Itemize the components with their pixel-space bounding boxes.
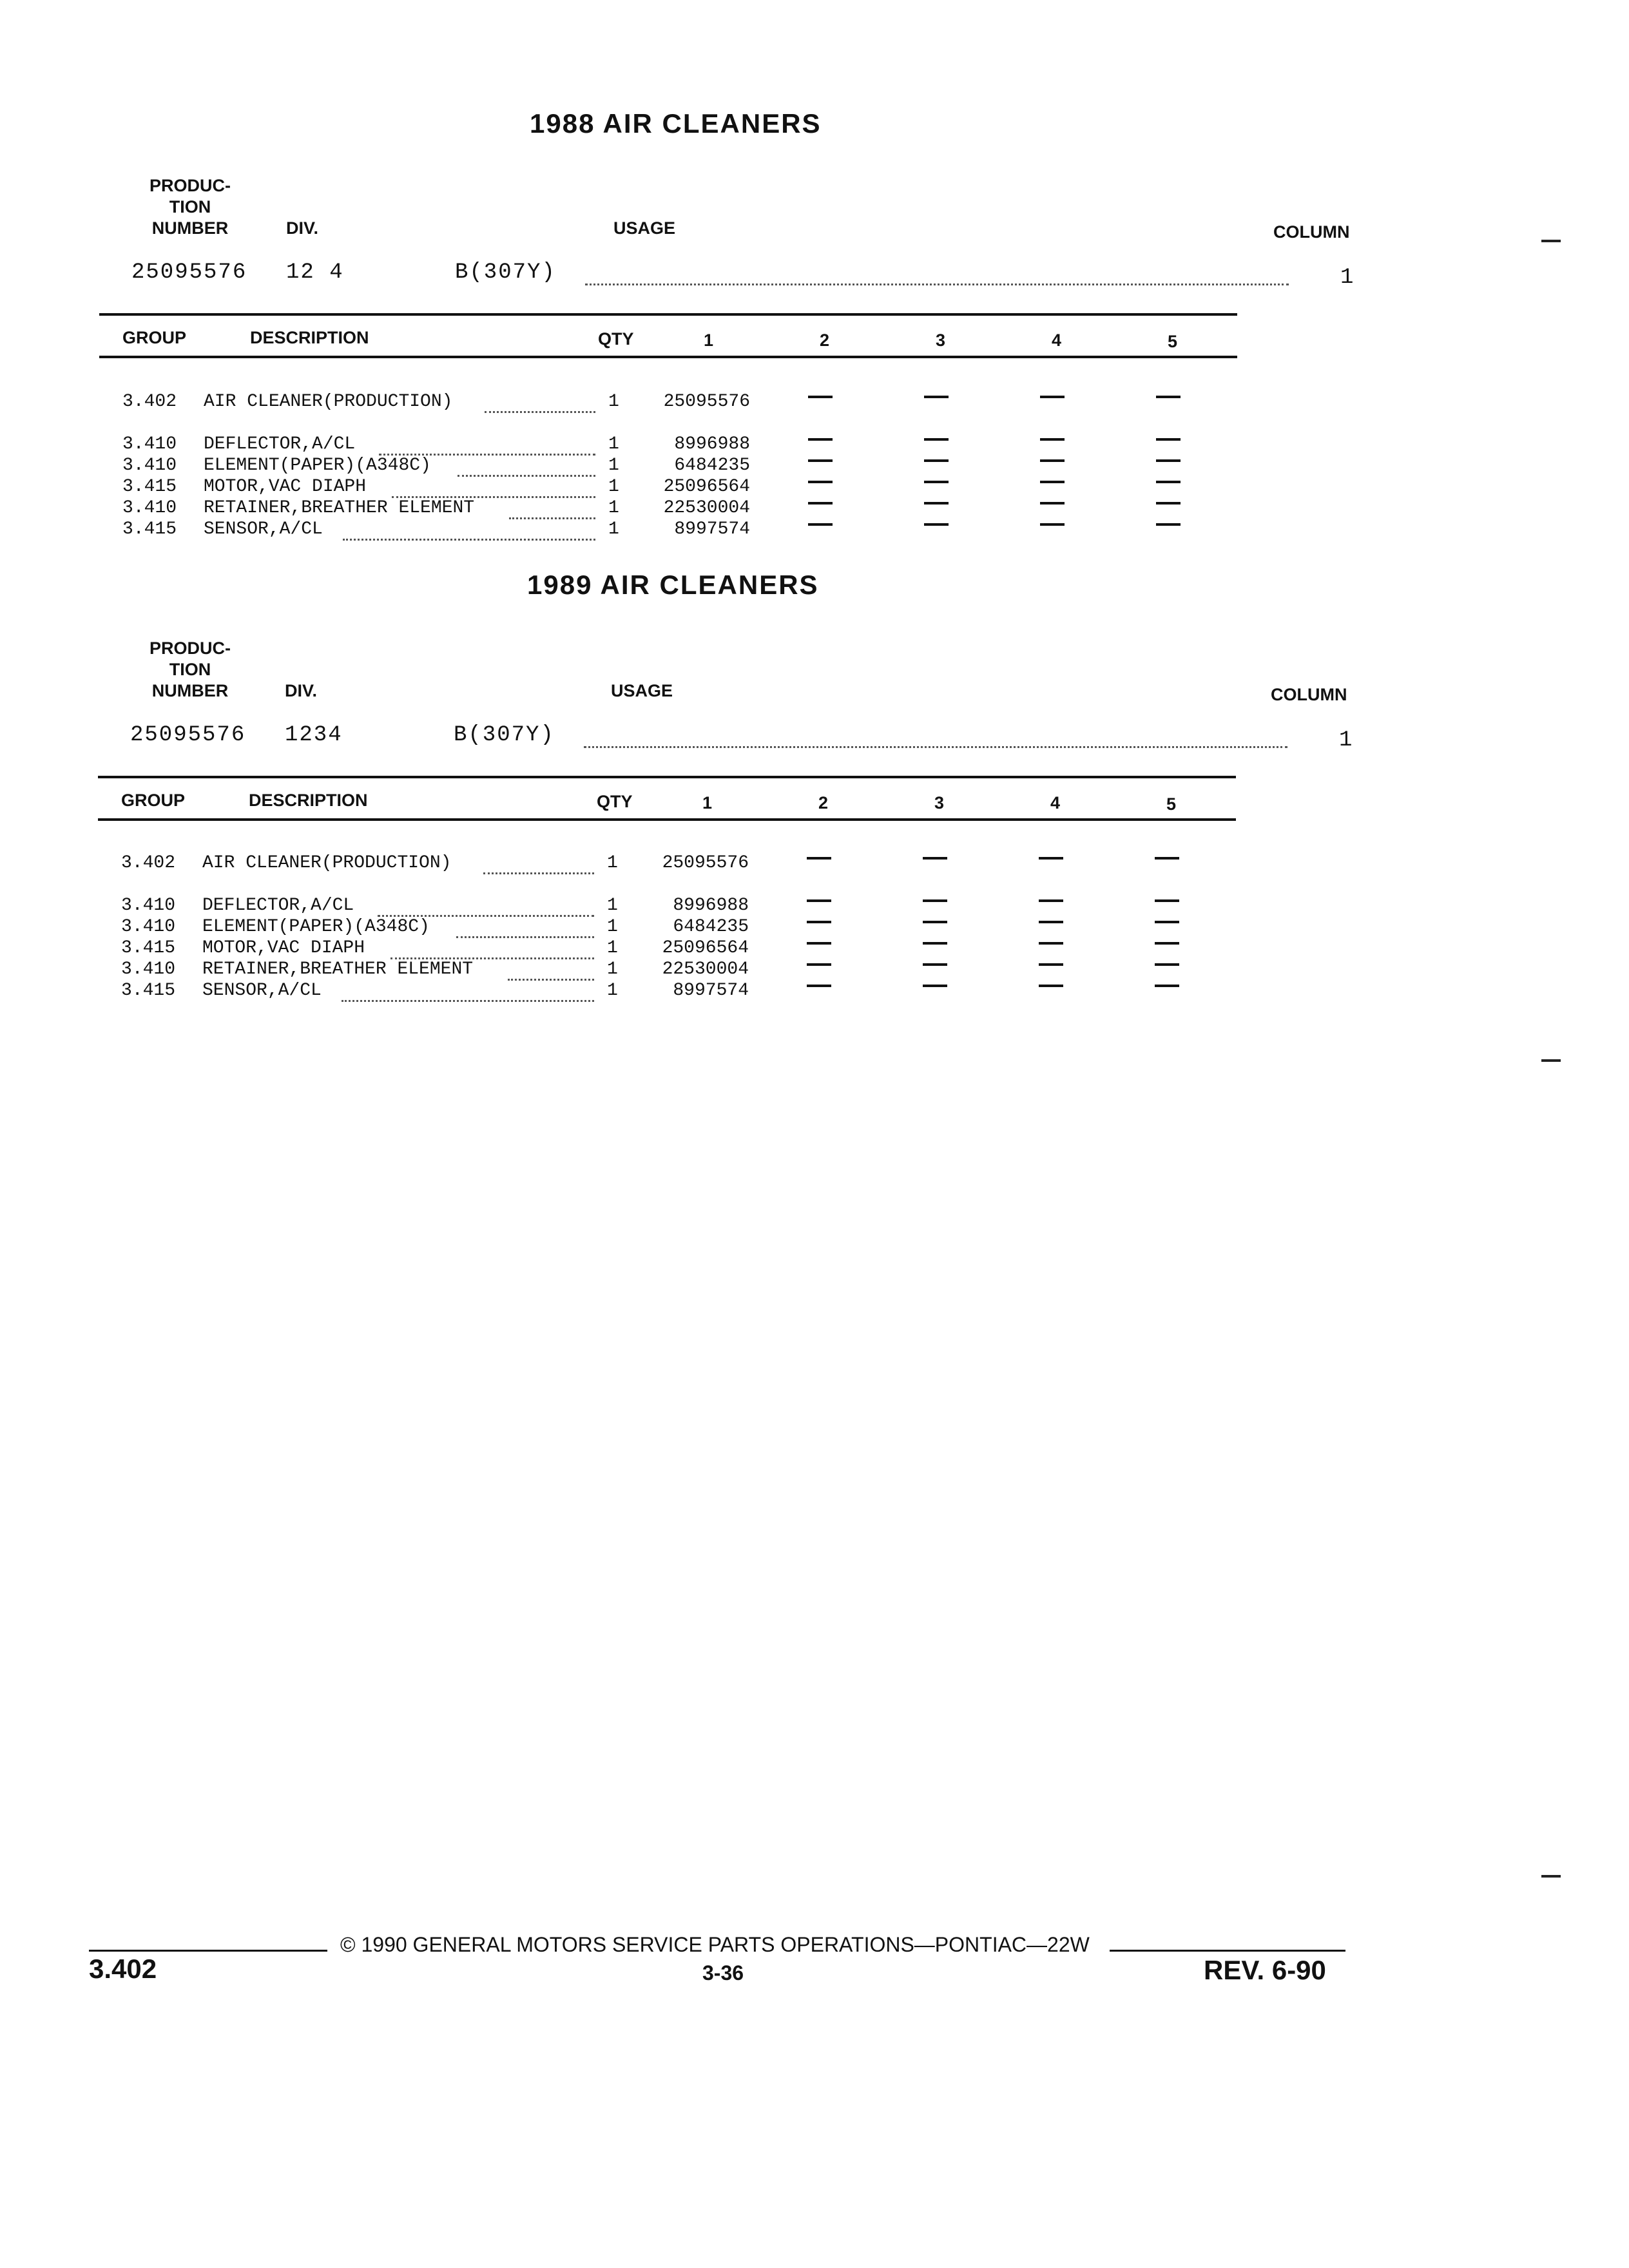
row-qty: 1	[608, 392, 619, 412]
row-col2-dash	[807, 899, 831, 902]
row-leader-dots	[485, 411, 595, 413]
row-col2-dash	[808, 459, 833, 462]
footer-copyright: © 1990 GENERAL MOTORS SERVICE PARTS OPERATIONS—PONTIAC—22W	[340, 1933, 1090, 1956]
th-col3: 3	[936, 331, 946, 350]
row-qty: 1	[607, 853, 618, 873]
row-qty: 1	[608, 456, 619, 476]
row-col4-dash	[1040, 481, 1065, 483]
row-col4-dash	[1039, 899, 1063, 902]
row-description: RETAINER,BREATHER ELEMENT	[204, 498, 475, 518]
footer-rule-left	[89, 1950, 327, 1952]
row-qty: 1	[608, 498, 619, 518]
row-col3-dash	[923, 985, 947, 987]
footer-rule-right	[1110, 1950, 1345, 1952]
row-col5-dash	[1155, 857, 1179, 860]
row-col1: 8997574	[674, 519, 750, 539]
row-group: 3.410	[121, 896, 176, 916]
row-description: DEFLECTOR,A/CL	[204, 434, 356, 454]
row-col5-dash	[1156, 481, 1181, 483]
production-div: 12 4	[286, 260, 344, 285]
usage-label: USAGE	[611, 681, 673, 700]
row-leader-dots	[456, 936, 594, 938]
usage-label: USAGE	[613, 218, 676, 238]
row-description: AIR CLEANER(PRODUCTION)	[202, 853, 452, 873]
th-col1: 1	[702, 793, 713, 812]
row-col4-dash	[1039, 985, 1063, 987]
row-col4-dash	[1040, 396, 1065, 398]
row-group: 3.415	[122, 477, 177, 497]
row-col4-dash	[1039, 857, 1063, 860]
row-col1: 25096564	[663, 477, 750, 497]
margin-mark	[1541, 1059, 1561, 1062]
usage-leader-dots	[585, 284, 1289, 285]
production-number-label: PRODUC- TION NUMBER	[149, 639, 231, 700]
row-col5-dash	[1155, 899, 1179, 902]
row-qty: 1	[607, 938, 618, 958]
th-description: DESCRIPTION	[250, 328, 369, 347]
row-col1: 25095576	[662, 853, 749, 873]
row-col5-dash	[1155, 942, 1179, 945]
row-col3-dash	[923, 857, 947, 860]
row-leader-dots	[458, 475, 595, 477]
row-col5-dash	[1155, 963, 1179, 966]
row-description: DEFLECTOR,A/CL	[202, 896, 354, 916]
row-col4-dash	[1040, 459, 1065, 462]
row-col4-dash	[1039, 942, 1063, 945]
row-description: MOTOR,VAC DIAPH	[202, 938, 365, 958]
footer-group-number: 3.402	[89, 1954, 157, 1984]
row-col1: 6484235	[673, 917, 749, 937]
row-col3-dash	[924, 523, 949, 526]
row-group: 3.415	[121, 938, 176, 958]
row-col2-dash	[808, 481, 833, 483]
section-title: 1989 AIR CLEANERS	[527, 570, 819, 600]
row-col3-dash	[923, 899, 947, 902]
footer-page-number: 3-36	[702, 1961, 744, 1984]
row-col5-dash	[1156, 396, 1181, 398]
row-col2-dash	[808, 396, 833, 398]
production-column: 1	[1340, 265, 1355, 290]
row-col2-dash	[807, 857, 831, 860]
row-leader-dots	[343, 539, 595, 541]
row-group: 3.415	[122, 519, 177, 539]
row-col3-dash	[924, 396, 949, 398]
table-top-rule	[99, 313, 1237, 316]
row-qty: 1	[608, 477, 619, 497]
row-col3-dash	[923, 963, 947, 966]
th-col3: 3	[934, 793, 945, 812]
row-qty: 1	[607, 959, 618, 979]
row-col1: 8997574	[673, 981, 749, 1001]
row-col3-dash	[924, 438, 949, 441]
production-usage: B(307Y)	[455, 260, 556, 285]
div-label: DIV.	[285, 681, 318, 700]
th-col4: 4	[1052, 331, 1062, 350]
row-qty: 1	[608, 434, 619, 454]
div-label: DIV.	[286, 218, 319, 238]
footer-revision: REV. 6-90	[1204, 1955, 1326, 1985]
row-description: SENSOR,A/CL	[204, 519, 323, 539]
section-title: 1988 AIR CLEANERS	[530, 108, 822, 139]
row-col1: 8996988	[674, 434, 750, 454]
th-col4: 4	[1050, 793, 1061, 812]
table-header-rule	[98, 818, 1236, 821]
table-top-rule	[98, 776, 1236, 778]
row-col1: 22530004	[663, 498, 750, 518]
row-col4-dash	[1040, 502, 1065, 505]
row-col2-dash	[807, 921, 831, 923]
row-leader-dots	[508, 979, 594, 981]
column-label: COLUMN	[1271, 685, 1347, 704]
row-col1: 8996988	[673, 896, 749, 916]
row-qty: 1	[607, 981, 618, 1001]
production-number-label: PRODUC- TION NUMBER	[149, 176, 231, 238]
row-qty: 1	[607, 917, 618, 937]
row-col4-dash	[1040, 523, 1065, 526]
row-description: AIR CLEANER(PRODUCTION)	[204, 392, 453, 412]
th-col1: 1	[704, 331, 714, 350]
row-description: ELEMENT(PAPER)(A348C)	[204, 456, 431, 476]
row-col5-dash	[1155, 985, 1179, 987]
production-usage: B(307Y)	[454, 723, 555, 747]
row-col5-dash	[1156, 502, 1181, 505]
row-col5-dash	[1156, 459, 1181, 462]
row-col4-dash	[1040, 438, 1065, 441]
row-col5-dash	[1156, 438, 1181, 441]
row-col1: 25095576	[663, 392, 750, 412]
th-group: GROUP	[121, 791, 186, 810]
production-column: 1	[1339, 728, 1354, 753]
th-col2: 2	[820, 331, 830, 350]
row-group: 3.410	[121, 917, 176, 937]
usage-leader-dots	[584, 746, 1287, 748]
row-leader-dots	[342, 1000, 594, 1002]
row-group: 3.410	[121, 959, 176, 979]
th-qty: QTY	[598, 329, 634, 349]
row-description: ELEMENT(PAPER)(A348C)	[202, 917, 430, 937]
th-col5: 5	[1168, 332, 1178, 351]
th-qty: QTY	[597, 792, 633, 811]
margin-mark	[1541, 1875, 1561, 1878]
row-col5-dash	[1156, 523, 1181, 526]
th-description: DESCRIPTION	[249, 791, 368, 810]
column-label: COLUMN	[1273, 222, 1350, 242]
row-group: 3.402	[121, 853, 176, 873]
row-description: SENSOR,A/CL	[202, 981, 322, 1001]
row-description: RETAINER,BREATHER ELEMENT	[202, 959, 474, 979]
row-col1: 6484235	[674, 456, 750, 476]
row-description: MOTOR,VAC DIAPH	[204, 477, 367, 497]
production-number: 25095576	[131, 260, 247, 285]
row-col2-dash	[807, 963, 831, 966]
th-col5: 5	[1166, 794, 1177, 814]
row-col3-dash	[924, 502, 949, 505]
th-col2: 2	[818, 793, 829, 812]
row-qty: 1	[608, 519, 619, 539]
row-group: 3.410	[122, 456, 177, 476]
row-col2-dash	[808, 502, 833, 505]
row-col3-dash	[924, 459, 949, 462]
row-col2-dash	[807, 942, 831, 945]
row-col3-dash	[923, 921, 947, 923]
row-col4-dash	[1039, 963, 1063, 966]
row-col2-dash	[807, 985, 831, 987]
table-header-rule	[99, 356, 1237, 358]
row-col3-dash	[923, 942, 947, 945]
margin-mark	[1541, 240, 1561, 242]
row-qty: 1	[607, 896, 618, 916]
row-group: 3.415	[121, 981, 176, 1001]
th-group: GROUP	[122, 328, 187, 347]
row-col1: 22530004	[662, 959, 749, 979]
row-group: 3.402	[122, 392, 177, 412]
production-number: 25095576	[130, 723, 246, 747]
row-col2-dash	[808, 523, 833, 526]
row-col5-dash	[1155, 921, 1179, 923]
row-leader-dots	[483, 872, 594, 874]
production-div: 1234	[285, 723, 343, 747]
row-leader-dots	[509, 517, 595, 519]
row-col4-dash	[1039, 921, 1063, 923]
row-group: 3.410	[122, 434, 177, 454]
row-group: 3.410	[122, 498, 177, 518]
row-col3-dash	[924, 481, 949, 483]
row-col1: 25096564	[662, 938, 749, 958]
row-col2-dash	[808, 438, 833, 441]
